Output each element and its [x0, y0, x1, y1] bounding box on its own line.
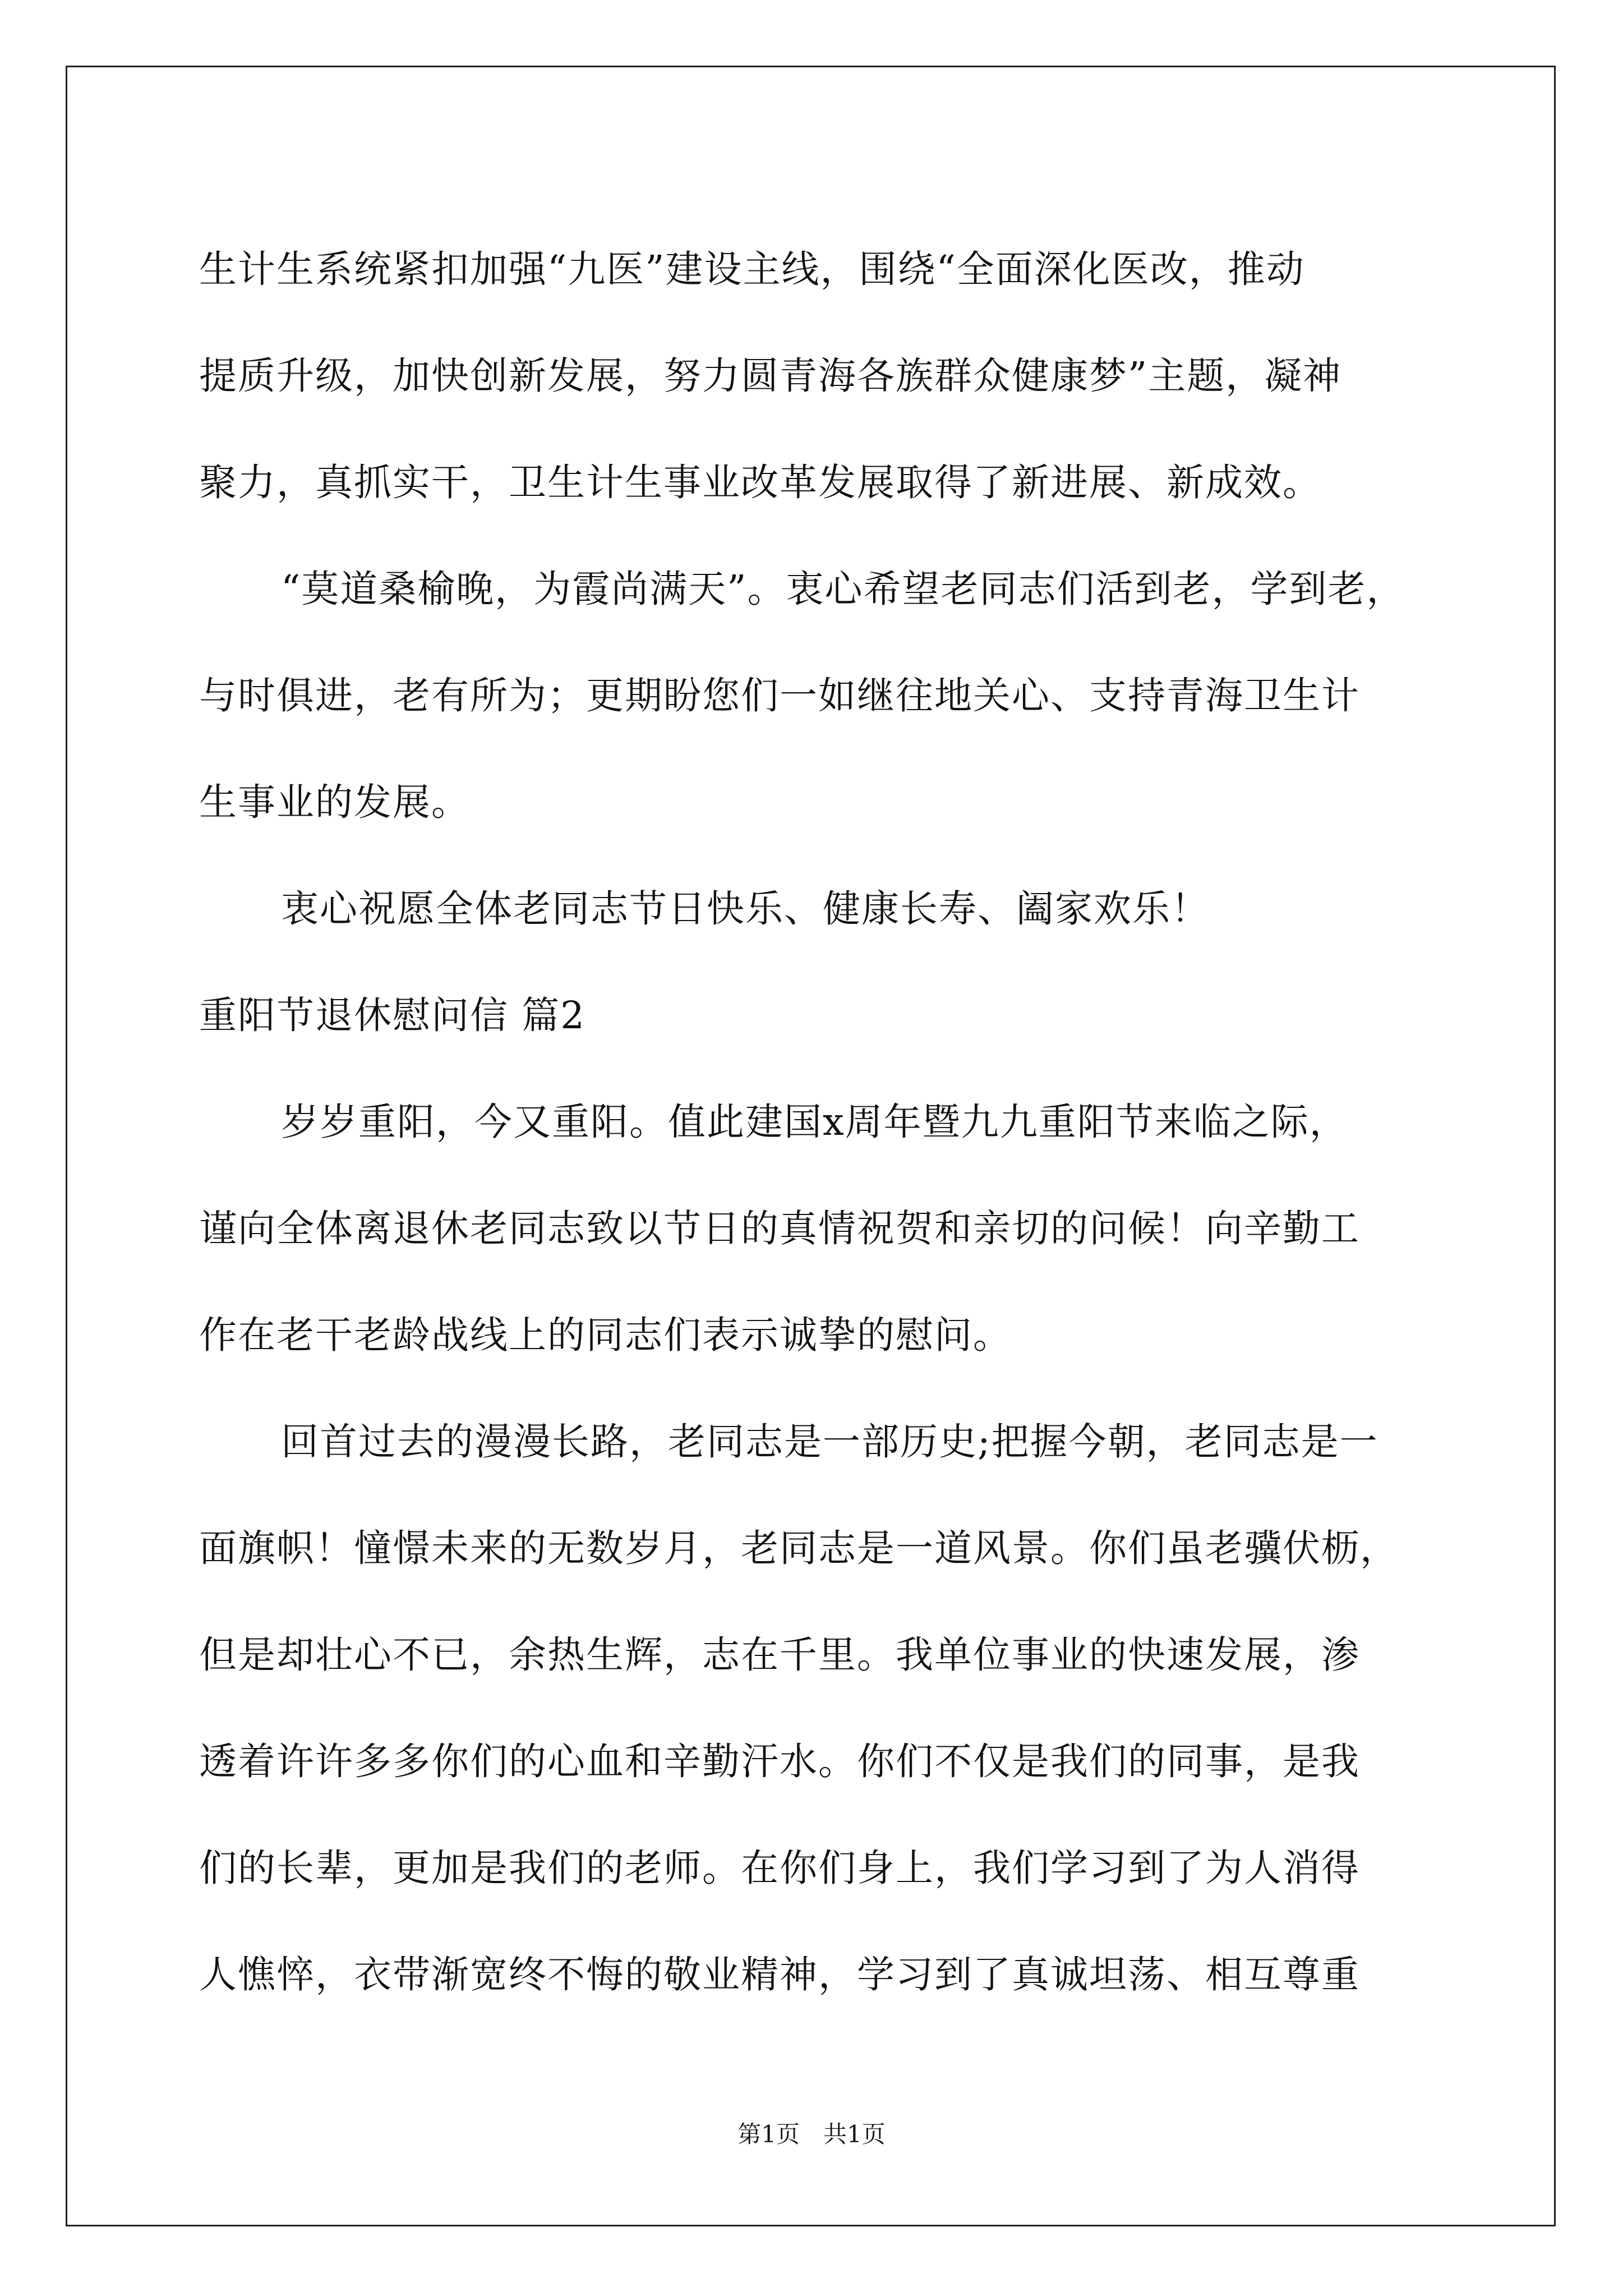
text-line: 人憔悴，衣带渐宽终不悔的敬业精神，学习到了真诚坦荡、相互尊重 [199, 1953, 1360, 1996]
text-line: 们的长辈，更加是我们的老师。在你们身上，我们学习到了为人消得 [199, 1846, 1360, 1890]
text-line: 但是却壮心不已，余热生辉，志在千里。我单位事业的快速发展，渗 [199, 1633, 1360, 1677]
text-line: 回首过去的漫漫长路，老同志是一部历史;把握今朝，老同志是一 [281, 1420, 1378, 1464]
paragraph [199, 216, 1427, 536]
text-line: 面旗帜！憧憬未来的无数岁月，老同志是一道风景。你们虽老骥伏枥， [199, 1526, 1399, 1570]
text-line: 生计生系统紧扣加强“九医”建设主线，围绕“全面深化医改，推动 [199, 247, 1305, 291]
text-line: 生事业的发展。 [199, 780, 470, 824]
section-heading [199, 962, 1427, 1069]
text-line: 与时俱进，老有所为；更期盼您们一如继往地关心、支持青海卫生计 [199, 674, 1360, 717]
document-body [199, 216, 1427, 2028]
text-line: 透着许许多多你们的心血和辛勤汗水。你们不仅是我们的同事，是我 [199, 1740, 1360, 1783]
page-footer: 第1页 共1页 [737, 2120, 886, 2148]
paragraph [199, 1388, 1427, 2028]
paragraph [199, 855, 1427, 962]
text-line: 提质升级，加快创新发展，努力圆青海各族群众健康梦”主题，凝神 [199, 354, 1342, 398]
text-line: 谨向全体离退休老同志致以节日的真情祝贺和亲切的问候！向辛勤工 [199, 1207, 1360, 1250]
paragraph [199, 536, 1427, 855]
text-line: 衷心祝愿全体老同志节日快乐、健康长寿、阖家欢乐！ [281, 887, 1210, 931]
paragraph [199, 1069, 1427, 1388]
text-line: 作在老干老龄战线上的同志们表示诚挚的慰问。 [199, 1313, 1012, 1357]
text-line: 聚力，真抓实干，卫生计生事业改革发展取得了新进展、新成效。 [199, 461, 1321, 504]
text-line: “莫道桑榆晚，为霞尚满天”。衷心希望老同志们活到老，学到老， [281, 567, 1405, 611]
text-line: 岁岁重阳，今又重阳。值此建国x周年暨九九重阳节来临之际， [281, 1100, 1348, 1144]
heading-text: 重阳节退休慰问信 篇2 [199, 993, 585, 1037]
